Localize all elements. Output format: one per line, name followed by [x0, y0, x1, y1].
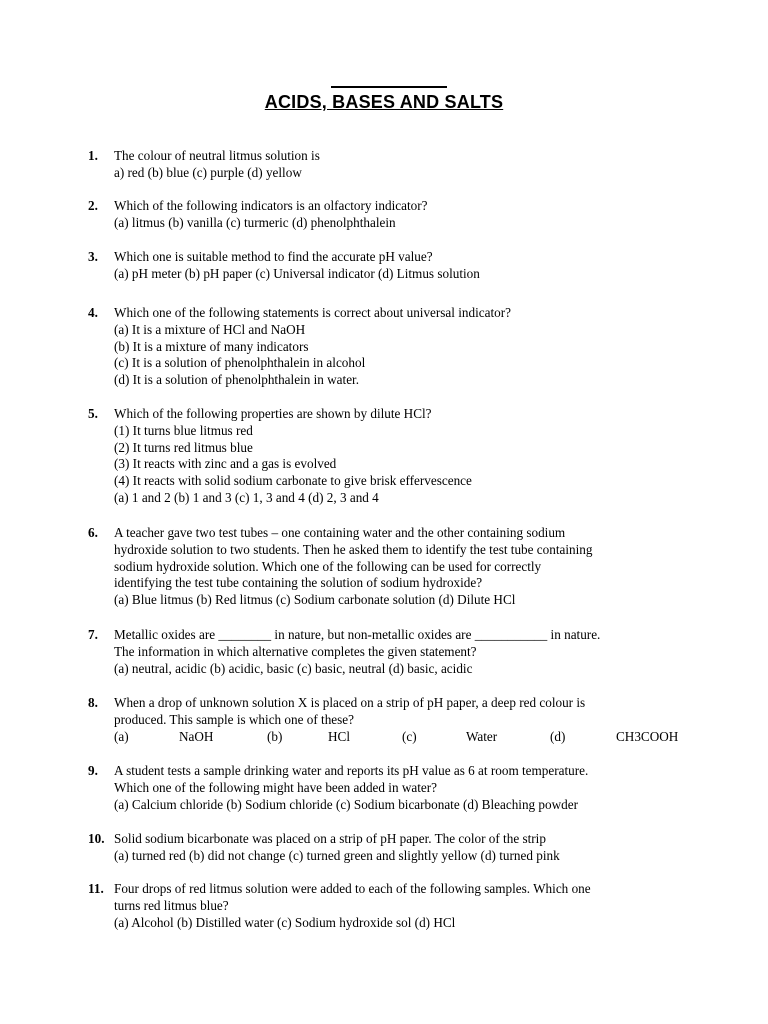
question-number: 10.	[88, 831, 105, 846]
question-line: (a) pH meter (b) pH paper (c) Universal indicator (d) Litmus solution	[114, 265, 480, 281]
answer-option: NaOH	[179, 728, 214, 744]
answer-option: CH3COOH	[616, 728, 679, 744]
question-8	[88, 695, 688, 745]
page-title: ACIDS, BASES AND SALTS	[264, 92, 504, 112]
question-text: Which one is suitable method to find the accurate pH value?	[114, 249, 433, 264]
question-9	[88, 763, 688, 813]
question-number: 8.	[88, 695, 98, 710]
question-line: identifying the test tube containing the solution of sodium hydroxide?	[114, 575, 483, 591]
question-line: produced. This sample is which one of these?	[114, 711, 355, 727]
question-text: A student tests a sample drinking water and reports its pH value as 6 at room temperature.	[114, 763, 589, 778]
question-line: (a) Blue litmus (b) Red litmus (c) Sodium carbonate solution (d) Dilute HCl	[114, 592, 516, 608]
answer-option: (c)	[402, 728, 417, 744]
question-2	[88, 198, 688, 232]
question-line: turns red litmus blue?	[114, 897, 229, 913]
question-line: hydroxide solution to two students. Then he asked them to identify the test tube containing	[114, 541, 593, 557]
question-line: (b) It is a mixture of many indicators	[114, 338, 309, 354]
question-line: (4) It reacts with solid sodium carbonate to give brisk effervescence	[114, 473, 472, 489]
question-line: (c) It is a solution of phenolphthalein in alcohol	[114, 355, 366, 371]
question-line: (d) It is a solution of phenolphthalein in water.	[114, 372, 360, 388]
answer-option: Water	[466, 728, 498, 744]
question-line: (1) It turns blue litmus red	[114, 422, 253, 438]
question-number: 2.	[88, 198, 98, 213]
question-number: 1.	[88, 148, 98, 163]
question-line: (a) 1 and 2 (b) 1 and 3 (c) 1, 3 and 4 (d) 2, 3 and 4	[114, 489, 379, 505]
question-text: Which of the following properties are shown by dilute HCl?	[114, 406, 432, 421]
question-line: (a) Alcohol (b) Distilled water (c) Sodium hydroxide sol (d) HCl	[114, 914, 456, 930]
question-1	[88, 148, 688, 182]
answer-option: (d)	[550, 728, 566, 744]
question-number: 4.	[88, 305, 98, 320]
answer-option: HCl	[328, 728, 350, 744]
question-5	[88, 406, 688, 507]
answer-options-row	[114, 729, 688, 746]
question-text: Metallic oxides are ________ in nature, but non-metallic oxides are ___________ in nature.	[114, 627, 601, 642]
question-11	[88, 881, 688, 931]
question-line: (a) litmus (b) vanilla (c) turmeric (d) phenolphthalein	[114, 214, 396, 230]
question-line: The information in which alternative completes the given statement?	[114, 643, 477, 659]
question-3	[88, 249, 688, 283]
question-text: Which of the following indicators is an olfactory indicator?	[114, 198, 428, 213]
question-line: Which one of the following might have been added in water?	[114, 779, 437, 795]
question-text: The colour of neutral litmus solution is	[114, 148, 320, 163]
answer-option: (a)	[114, 728, 129, 744]
question-6	[88, 525, 688, 609]
question-line: a) red (b) blue (c) purple (d) yellow	[114, 164, 302, 180]
question-line: (a) Calcium chloride (b) Sodium chloride (c) Sodium bicarbonate (d) Bleaching powder	[114, 796, 578, 812]
question-number: 9.	[88, 763, 98, 778]
question-line: (3) It reacts with zinc and a gas is evolved	[114, 456, 337, 472]
question-4	[88, 305, 688, 389]
question-7	[88, 627, 688, 677]
question-number: 6.	[88, 525, 98, 540]
question-text: Four drops of red litmus solution were added to each of the following samples. Which one	[114, 881, 591, 896]
question-line: sodium hydroxide solution. Which one of the following can be used for correctly	[114, 558, 542, 574]
question-text: Solid sodium bicarbonate was placed on a strip of pH paper. The color of the strip	[114, 831, 546, 846]
question-number: 11.	[88, 881, 104, 896]
question-line: (a) It is a mixture of HCl and NaOH	[114, 321, 306, 337]
title-overline	[331, 86, 447, 88]
question-number: 3.	[88, 249, 98, 264]
question-text: When a drop of unknown solution X is placed on a strip of pH paper, a deep red colour is	[114, 695, 586, 710]
question-number: 7.	[88, 627, 98, 642]
question-line: (2) It turns red litmus blue	[114, 439, 253, 455]
question-text: Which one of the following statements is correct about universal indicator?	[114, 305, 511, 320]
question-text: A teacher gave two test tubes – one containing water and the other containing sodium	[114, 525, 566, 540]
question-line: (a) neutral, acidic (b) acidic, basic (c) basic, neutral (d) basic, acidic	[114, 660, 473, 676]
question-number: 5.	[88, 406, 98, 421]
question-10	[88, 831, 688, 865]
answer-option: (b)	[267, 728, 283, 744]
question-line: (a) turned red (b) did not change (c) turned green and slightly yellow (d) turned pink	[114, 847, 560, 863]
